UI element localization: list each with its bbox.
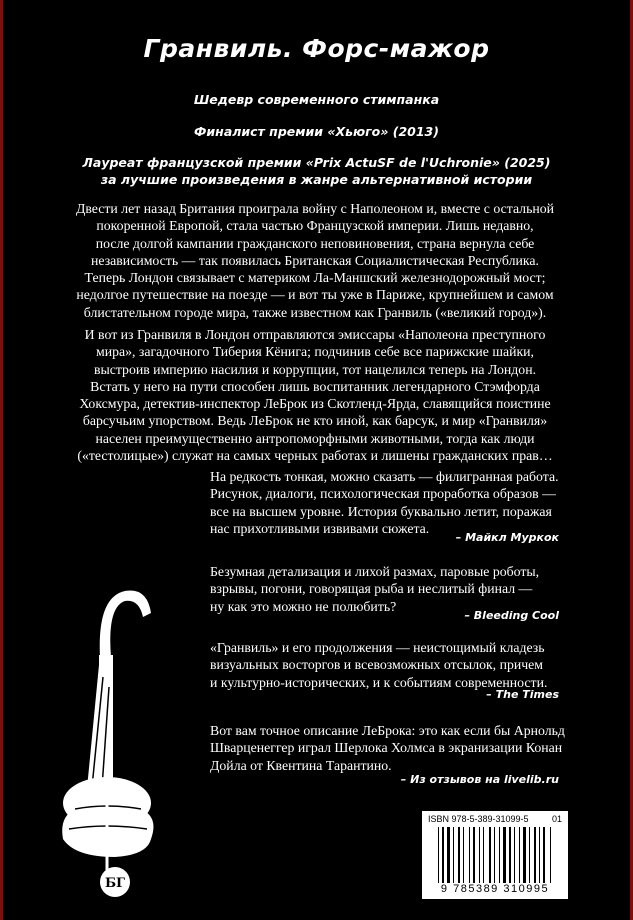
quote-line: все на высшем уровне. История буквально летит, поражая [210,503,552,519]
isbn-number: ISBN 978-5-389-31099-5 [428,814,529,824]
review-quote-bleeding-cool [210,563,565,615]
blurb-line: независимость — так появилась Британская Социалистическая Республика. [91,252,539,268]
quote-line: На редкость тонкая, можно сказать — филигранная работа. [210,469,559,484]
quote-line: Рисунок, диалоги, психологическая проработка образов — [210,486,556,502]
quote-line: визуальных восторгов и всевозможных отсылок, причем [210,657,544,673]
tagline-award: Лауреат французской премии «Prix ActuSF de l'Uchronie» (2025) [82,155,551,170]
blurb-line: мира», загадочного Тиберия Кёнига; подчинив себе все парижские шайки, [95,344,534,360]
isbn-suffix: 01 [551,814,562,824]
blurb-line: И вот из Гранвиля в Лондон отправляются эмиссары «Наполеона преступного [84,327,546,342]
tagline-steampunk: Шедевр современного стимпанка [193,92,440,107]
blurb-paragraph-1 [62,200,568,321]
quote-line: Вот вам точное описание ЛеБрока: это как если бы Арнольд [210,723,565,738]
review-author-moorcock: – Майкл Муркок [455,531,559,544]
publisher-logo-text: БГ [104,876,126,891]
quote-line: нас прихотливыми извивами сюжета. [210,520,430,536]
blurb-line: блистательном городе мира, также известном как Гранвиль («великий город»). [83,304,547,320]
quote-line: «Гранвиль» и его продолжения — неистощимый кладезь [210,640,545,655]
blurb-line: («тестолицые») служат на самых черных работах и лишены гражданских прав… [77,448,553,464]
review-quote-moorcock [210,468,565,537]
review-quote-livelib [210,722,565,774]
tagline-award-subtitle: за лучшие произведения в жанре альтернативной истории [100,172,533,187]
blurb-line: Двести лет назад Британия проиграла войну с Наполеоном и, вместе с остальной [75,201,555,216]
blurb-paragraph-2 [62,326,568,464]
blurb-line: Встать у него на пути способен лишь воспитанник легендарного Стэмфорда [90,378,540,394]
blurb-line: барсучьим упорством. Ведь ЛеБрок не кто иной, как барсук, и мир «Гранвиля» [82,413,548,429]
blurb-line: Хоксмура, детектив-инспектор ЛеБрок из Скотленд-Ярда, славящийся поистине [79,396,551,412]
quote-line: ну как это можно не полюбить? [210,598,397,614]
blurb-line: недолгое путешествие на поезде — и вот ты уже в Париже, крупнейшем и самом [76,287,554,303]
blurb-line: Теперь Лондон связывает с материком Ла-Маншский железнодорожный мост; [84,270,546,286]
tagline-hugo: Финалист премии «Хьюго» (2013) [194,124,439,139]
review-author-livelib: – Из отзывов на livelib.ru [400,773,559,786]
review-author-times: – The Times [486,688,559,701]
umbrella-bowler-hat-illustration [55,577,185,910]
review-author-bleeding-cool: – Bleeding Cool [464,609,559,622]
barcode-digits: 9 785389 310995 [440,883,550,895]
book-title: Гранвиль. Форс-мажор [143,34,490,63]
blurb-line: выстроив империю насилия и коррупции, тот нацелился теперь на Лондон. [93,361,537,377]
blurb-line: покоренной Европой, стала частью Французской империи. Лишь недавно, [96,218,534,234]
quote-line: взрывы, погони, говорящая рыба и неслитый финал — [210,581,533,597]
quote-line: Безумная детализация и лихой размах, паровые роботы, [210,564,540,579]
blurb-line: после долгой кампании гражданского неповиновения, страна вернула себе [95,235,535,251]
quote-line: Шварценеггер играл Шерлока Холмса в экранизации Конан [210,740,563,756]
isbn-barcode [422,811,568,899]
review-quote-times [210,639,565,691]
quote-line: и культурно-исторических, и к событиям современности. [210,674,548,690]
blurb-line: населен преимущественно антропоморфными животными, тогда как люди [95,430,535,446]
quote-line: Дойла от Квентина Тарантино. [210,757,392,773]
